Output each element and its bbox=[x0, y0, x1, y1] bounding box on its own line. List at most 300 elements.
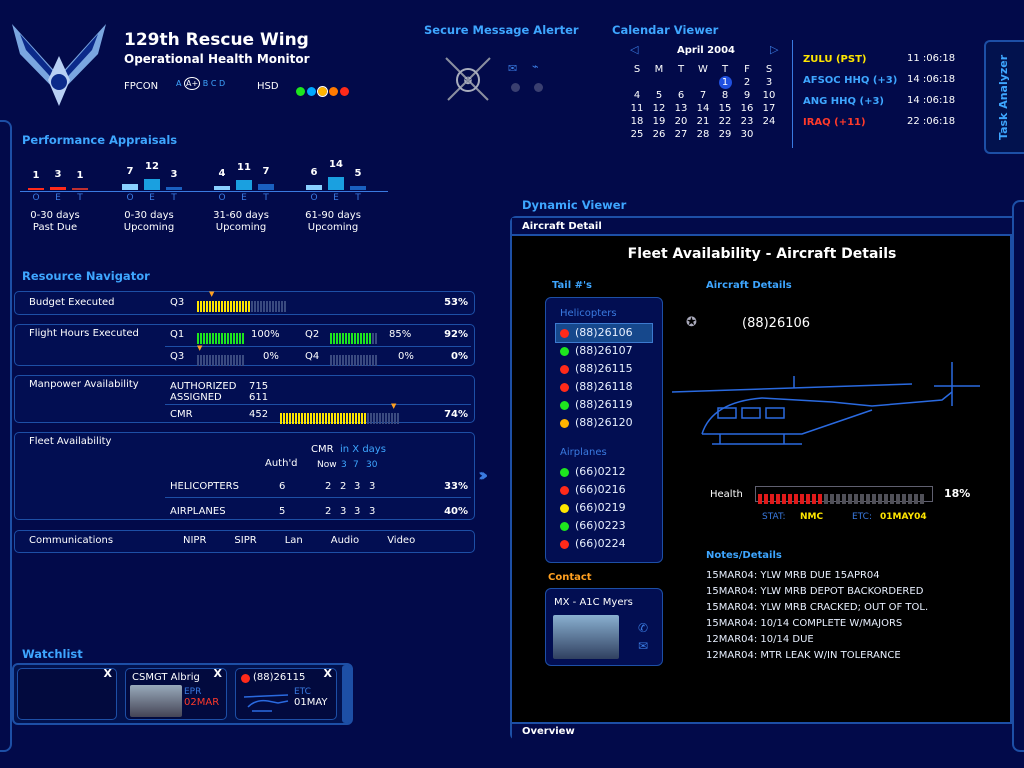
bar-segment bbox=[394, 413, 396, 424]
bar-segment bbox=[266, 301, 268, 312]
tail-number: (88)26107 bbox=[575, 344, 633, 357]
bar-segment bbox=[367, 413, 369, 424]
air-force-logo bbox=[12, 16, 106, 108]
bar-segment bbox=[331, 413, 333, 424]
note-line: 15MAR04: YLW MRB DUE 15APR04 bbox=[706, 570, 880, 581]
helicopters-heading: Helicopters bbox=[560, 308, 617, 319]
contact-card[interactable] bbox=[545, 588, 663, 666]
bar-segment bbox=[236, 333, 238, 344]
avatar bbox=[553, 615, 619, 659]
budget-panel[interactable] bbox=[14, 291, 475, 315]
bar-segment bbox=[218, 333, 220, 344]
bar-segment bbox=[352, 413, 354, 424]
bar-segment bbox=[236, 301, 238, 312]
perf-group-line1: 61-90 days bbox=[305, 210, 361, 221]
calendar-day[interactable]: 15 bbox=[718, 103, 732, 114]
bar-segment bbox=[330, 333, 332, 344]
calendar-day[interactable]: 16 bbox=[740, 103, 754, 114]
comm-label: Video bbox=[387, 535, 416, 546]
fpcon-c[interactable]: C bbox=[210, 79, 217, 88]
bar-segment bbox=[382, 413, 384, 424]
tab-overview[interactable]: Overview bbox=[512, 722, 1012, 740]
health-segment bbox=[788, 494, 792, 504]
weekday-header: T bbox=[721, 64, 729, 75]
bar-segment bbox=[375, 355, 377, 366]
health-bar bbox=[755, 486, 933, 502]
calendar-day[interactable]: 22 bbox=[718, 116, 732, 127]
bar-segment bbox=[239, 301, 241, 312]
bar-segment bbox=[224, 333, 226, 344]
perf-value: 1 bbox=[32, 170, 40, 181]
dynamic-viewer-panel[interactable] bbox=[510, 216, 1012, 740]
calendar-day[interactable]: 25 bbox=[630, 129, 644, 140]
calendar-day[interactable]: 8 bbox=[721, 90, 729, 101]
calendar-day[interactable] bbox=[626, 76, 648, 89]
note-line: 15MAR04: YLW MRB DEPOT BACKORDERED bbox=[706, 586, 924, 597]
bar-segment bbox=[336, 333, 338, 344]
bar-segment bbox=[200, 333, 202, 344]
fpcon-a-plus[interactable]: A+ bbox=[186, 79, 199, 88]
fpcon-b[interactable]: B bbox=[202, 79, 209, 88]
bar-segment bbox=[342, 333, 344, 344]
bar-segment bbox=[319, 413, 321, 424]
bar-segment bbox=[242, 333, 244, 344]
tail-item[interactable] bbox=[556, 481, 652, 499]
bar-segment bbox=[248, 301, 250, 312]
bar-segment bbox=[345, 355, 347, 366]
air-3d: 3 bbox=[340, 506, 347, 517]
target-marker-icon: ▼ bbox=[197, 344, 203, 352]
calendar-day[interactable]: 21 bbox=[696, 116, 710, 127]
air-now: 2 bbox=[325, 506, 332, 517]
bar-segment bbox=[197, 355, 199, 366]
fpcon-a[interactable]: A bbox=[176, 79, 182, 88]
perf-bar[interactable] bbox=[236, 180, 252, 190]
calendar-day[interactable]: 3 bbox=[765, 77, 773, 88]
bar-segment bbox=[254, 301, 256, 312]
performance-chart[interactable] bbox=[20, 160, 390, 240]
health-label: Health bbox=[710, 489, 743, 500]
air-auth: 5 bbox=[279, 506, 286, 517]
calendar-day[interactable]: 26 bbox=[652, 129, 666, 140]
tail-item[interactable] bbox=[556, 535, 652, 553]
bar-segment bbox=[242, 301, 244, 312]
calendar-day[interactable]: 10 bbox=[762, 90, 776, 101]
bar-segment bbox=[379, 413, 381, 424]
calendar-day[interactable]: 17 bbox=[762, 103, 776, 114]
perf-value: 7 bbox=[126, 165, 134, 177]
bar-segment bbox=[372, 333, 374, 344]
q3-bar bbox=[197, 344, 245, 370]
bar-segment bbox=[203, 333, 205, 344]
budget-bar bbox=[197, 290, 287, 316]
weekday-header: F bbox=[744, 64, 750, 75]
perf-letter: E bbox=[149, 193, 155, 203]
bar-segment bbox=[330, 355, 332, 366]
perf-letter: E bbox=[241, 193, 247, 203]
air-row-label: AIRPLANES bbox=[170, 506, 226, 517]
bar-segment bbox=[366, 333, 368, 344]
clock-time: 14 :06:18 bbox=[907, 95, 956, 106]
bar-segment bbox=[369, 355, 371, 366]
bar-segment bbox=[221, 333, 223, 344]
fpcon-selector[interactable] bbox=[176, 79, 225, 88]
flight-hours-panel[interactable] bbox=[14, 324, 475, 366]
perf-value: 11 bbox=[237, 162, 251, 174]
heli-3d: 2 bbox=[340, 481, 347, 492]
bar-segment bbox=[233, 355, 235, 366]
perf-baseline bbox=[20, 191, 388, 192]
calendar-day[interactable] bbox=[714, 76, 736, 89]
calendar-day[interactable] bbox=[758, 128, 780, 141]
tail-number: (88)26119 bbox=[575, 398, 633, 411]
calendar-day[interactable]: 19 bbox=[652, 116, 666, 127]
bar-segment bbox=[200, 301, 202, 312]
now-label: Now bbox=[317, 460, 337, 470]
calendar-day[interactable]: 7 bbox=[699, 90, 707, 101]
bar-segment bbox=[233, 333, 235, 344]
watch-tail-name: (88)26115 bbox=[253, 672, 306, 683]
calendar-day[interactable]: 23 bbox=[740, 116, 754, 127]
fleet-panel[interactable] bbox=[14, 432, 475, 520]
assigned-label: ASSIGNED bbox=[170, 392, 222, 403]
health-segment bbox=[758, 494, 762, 504]
status-dot bbox=[560, 365, 569, 374]
bar-segment bbox=[263, 301, 265, 312]
calendar-month: April 2004 bbox=[677, 45, 735, 56]
air-7d: 3 bbox=[354, 506, 361, 517]
broadcast-icon[interactable]: ⌁ bbox=[532, 60, 539, 73]
next-month-icon[interactable]: ▷ bbox=[770, 43, 779, 56]
cmr-label: CMR bbox=[170, 409, 193, 420]
watchlist-scrollbar[interactable] bbox=[342, 665, 351, 723]
heli-auth: 6 bbox=[279, 481, 286, 492]
health-segment bbox=[812, 494, 816, 504]
bar-segment bbox=[357, 333, 359, 344]
airplanes-heading: Airplanes bbox=[560, 447, 607, 458]
fpcon-d[interactable]: D bbox=[218, 79, 226, 88]
tail-item[interactable] bbox=[556, 378, 652, 396]
epr-date: 02MAR bbox=[184, 697, 220, 708]
tail-item[interactable] bbox=[556, 463, 652, 481]
health-segment bbox=[908, 494, 912, 504]
bar-segment bbox=[339, 333, 341, 344]
health-segment bbox=[866, 494, 870, 504]
bar-segment bbox=[364, 413, 366, 424]
calendar-day[interactable]: 27 bbox=[674, 129, 688, 140]
comm-item[interactable] bbox=[271, 535, 303, 546]
perf-letter: T bbox=[355, 193, 361, 203]
health-segment bbox=[782, 494, 786, 504]
calendar-day[interactable]: 18 bbox=[630, 116, 644, 127]
air-percent: 40% bbox=[444, 506, 468, 517]
tail-number: (88)26115 bbox=[575, 362, 633, 375]
health-segment bbox=[818, 494, 822, 504]
bar-segment bbox=[366, 355, 368, 366]
bar-segment bbox=[333, 333, 335, 344]
calendar-day[interactable]: 14 bbox=[696, 103, 710, 114]
perf-value: 4 bbox=[218, 168, 226, 180]
calendar-day[interactable]: 6 bbox=[677, 90, 685, 101]
q4-bar bbox=[330, 351, 378, 370]
today-marker[interactable]: 1 bbox=[719, 76, 732, 89]
bar-segment bbox=[348, 333, 350, 344]
prev-month-icon[interactable]: ◁ bbox=[630, 43, 639, 56]
comm-item[interactable] bbox=[317, 535, 359, 546]
bar-segment bbox=[345, 333, 347, 344]
bar-segment bbox=[346, 413, 348, 424]
bar-segment bbox=[349, 413, 351, 424]
task-analyzer-tab[interactable] bbox=[984, 40, 1024, 154]
etc-label: ETC: bbox=[852, 512, 872, 522]
perf-value: 1 bbox=[76, 170, 84, 181]
perf-letter: O bbox=[32, 193, 40, 203]
perf-value: 7 bbox=[262, 165, 270, 177]
weekday-header: S bbox=[765, 64, 773, 75]
helicopter-icon bbox=[672, 362, 982, 452]
perf-group-line1: 31-60 days bbox=[213, 210, 269, 221]
calendar-day[interactable]: 20 bbox=[674, 116, 688, 127]
perf-bar[interactable] bbox=[328, 177, 344, 190]
perf-group-line2: Past Due bbox=[32, 222, 78, 233]
clock-time: 14 :06:18 bbox=[907, 74, 956, 85]
tail-number: (66)0219 bbox=[575, 501, 626, 514]
stat-value: NMC bbox=[800, 512, 824, 522]
bar-segment bbox=[337, 413, 339, 424]
bar-segment bbox=[340, 413, 342, 424]
bar-segment bbox=[304, 413, 306, 424]
d7-label: 7 bbox=[353, 460, 359, 470]
tail-list[interactable] bbox=[545, 297, 663, 563]
target-marker-icon: ▼ bbox=[209, 290, 215, 298]
calendar-day[interactable] bbox=[648, 76, 670, 89]
perf-bar[interactable] bbox=[214, 186, 230, 190]
bar-segment bbox=[363, 333, 365, 344]
status-dot bbox=[560, 486, 569, 495]
watch-slot-aircraft[interactable] bbox=[235, 668, 337, 720]
comms-panel[interactable] bbox=[14, 530, 475, 553]
perf-group-line2: Upcoming bbox=[215, 222, 267, 233]
calendar-day[interactable]: 11 bbox=[630, 103, 644, 114]
heli-now: 2 bbox=[325, 481, 332, 492]
weekday-header: M bbox=[654, 64, 664, 75]
perf-bar[interactable] bbox=[166, 187, 182, 190]
authorized-label: AUTHORIZED bbox=[170, 381, 237, 392]
perf-bar[interactable] bbox=[258, 184, 274, 190]
heli-percent: 33% bbox=[444, 481, 468, 492]
tail-item[interactable] bbox=[556, 342, 652, 360]
status-dot bbox=[560, 522, 569, 531]
bar-segment bbox=[278, 301, 280, 312]
app-subtitle: Operational Health Monitor bbox=[124, 52, 310, 66]
notes-label: Notes/Details bbox=[706, 550, 782, 561]
bar-segment bbox=[233, 301, 235, 312]
status-dot bbox=[220, 536, 229, 545]
bar-segment bbox=[310, 413, 312, 424]
manpower-label: Manpower Availability bbox=[29, 379, 139, 390]
resource-title: Resource Navigator bbox=[22, 269, 150, 283]
bar-segment bbox=[203, 301, 205, 312]
performance-title: Performance Appraisals bbox=[22, 133, 178, 147]
bar-segment bbox=[357, 355, 359, 366]
calendar-day[interactable]: 5 bbox=[655, 90, 663, 101]
watchlist-title: Watchlist bbox=[22, 647, 83, 661]
comm-item[interactable] bbox=[220, 535, 256, 546]
health-segment bbox=[848, 494, 852, 504]
bar-segment bbox=[361, 413, 363, 424]
crest-icon[interactable] bbox=[440, 54, 496, 104]
dynamic-viewer-title: Dynamic Viewer bbox=[522, 198, 627, 212]
bar-segment bbox=[376, 413, 378, 424]
comms-items[interactable] bbox=[169, 535, 429, 546]
task-analyzer-label: Task Analyzer bbox=[997, 54, 1010, 140]
comm-item[interactable] bbox=[373, 535, 415, 546]
health-segment bbox=[806, 494, 810, 504]
budget-quarter: Q3 bbox=[170, 297, 185, 308]
perf-letter: T bbox=[77, 193, 83, 203]
etc-label: ETC bbox=[294, 687, 311, 697]
heli-row-label: HELICOPTERS bbox=[170, 481, 239, 492]
bar-segment bbox=[203, 355, 205, 366]
calendar-day[interactable]: 28 bbox=[696, 129, 710, 140]
perf-letter: T bbox=[263, 193, 269, 203]
perf-letter: T bbox=[171, 193, 177, 203]
tail-item[interactable] bbox=[556, 414, 652, 432]
expand-arrows-icon[interactable]: ››› bbox=[478, 465, 483, 486]
health-segment bbox=[824, 494, 828, 504]
calendar-day[interactable] bbox=[670, 76, 692, 89]
bar-segment bbox=[397, 413, 399, 424]
calendar-day[interactable]: 2 bbox=[743, 77, 751, 88]
health-segment bbox=[830, 494, 834, 504]
bar-segment bbox=[206, 301, 208, 312]
calendar-day[interactable] bbox=[692, 76, 714, 89]
bar-segment bbox=[333, 355, 335, 366]
tail-number: (66)0216 bbox=[575, 483, 626, 496]
tail-item[interactable] bbox=[556, 499, 652, 517]
bar-segment bbox=[218, 301, 220, 312]
perf-letter: E bbox=[55, 193, 61, 203]
perf-bar[interactable] bbox=[350, 186, 366, 191]
close-icon[interactable]: X bbox=[213, 667, 222, 680]
comm-item[interactable] bbox=[169, 535, 206, 546]
perf-bar[interactable] bbox=[50, 187, 66, 190]
fleet-inx-label: in X days bbox=[340, 444, 386, 455]
perf-value: 14 bbox=[329, 159, 343, 171]
hsd-indicators[interactable] bbox=[296, 81, 349, 100]
hsd-label: HSD bbox=[257, 81, 279, 92]
bar-segment bbox=[212, 301, 214, 312]
clock-zone: ANG HHQ (+3) bbox=[803, 96, 884, 107]
tail-item[interactable] bbox=[556, 396, 652, 414]
calendar-day[interactable]: 13 bbox=[674, 103, 688, 114]
cmr-bar bbox=[280, 402, 400, 428]
calendar-day[interactable]: 24 bbox=[762, 116, 776, 127]
star-icon: ✪ bbox=[686, 315, 697, 330]
calendar-day[interactable]: 12 bbox=[652, 103, 666, 114]
calendar-day[interactable]: 29 bbox=[718, 129, 732, 140]
bar-segment bbox=[215, 333, 217, 344]
fleet-cmr-label: CMR bbox=[311, 444, 334, 455]
watch-person-name: CSMGT Albrig bbox=[132, 672, 200, 683]
health-segment bbox=[890, 494, 894, 504]
bar-segment bbox=[316, 413, 318, 424]
tail-item[interactable] bbox=[556, 360, 652, 378]
etc-value: 01MAY04 bbox=[880, 512, 927, 522]
secure-message-title: Secure Message Alerter bbox=[424, 23, 579, 37]
perf-value: 12 bbox=[145, 161, 159, 173]
air-30d: 3 bbox=[369, 506, 376, 517]
bar-segment bbox=[292, 413, 294, 424]
tail-item[interactable] bbox=[556, 324, 652, 342]
health-segment bbox=[896, 494, 900, 504]
status-dot bbox=[241, 674, 250, 683]
perf-letter: O bbox=[310, 193, 318, 203]
bar-segment bbox=[343, 413, 345, 424]
bar-segment bbox=[358, 413, 360, 424]
status-dot bbox=[560, 329, 569, 338]
tail-item[interactable] bbox=[556, 517, 652, 535]
bar-segment bbox=[197, 333, 199, 344]
mail-icon[interactable]: ✉ bbox=[638, 639, 649, 653]
perf-bar[interactable] bbox=[306, 185, 322, 190]
calendar-grid[interactable] bbox=[626, 63, 780, 141]
perf-bar[interactable] bbox=[28, 188, 44, 190]
bar-segment bbox=[360, 355, 362, 366]
bar-segment bbox=[209, 355, 211, 366]
perf-bar[interactable] bbox=[72, 188, 88, 190]
contact-label: Contact bbox=[548, 572, 592, 583]
mail-icon[interactable]: ✉ bbox=[508, 62, 518, 75]
calendar-day[interactable]: 4 bbox=[633, 90, 641, 101]
bar-segment bbox=[272, 301, 274, 312]
close-icon[interactable]: X bbox=[103, 667, 112, 680]
stat-label: STAT: bbox=[762, 512, 786, 522]
watch-slot-person[interactable] bbox=[125, 668, 227, 720]
contact-name: MX - A1C Myers bbox=[554, 597, 633, 608]
perf-bar[interactable] bbox=[122, 184, 138, 190]
flight-hours-label: Flight Hours Executed bbox=[29, 328, 139, 339]
bar-segment bbox=[283, 413, 285, 424]
phone-icon[interactable]: ✆ bbox=[638, 621, 649, 635]
bar-segment bbox=[372, 355, 374, 366]
watch-slot-empty[interactable] bbox=[17, 668, 117, 720]
bar-segment bbox=[369, 333, 371, 344]
q3-value: 0% bbox=[263, 351, 279, 362]
bar-segment bbox=[227, 301, 229, 312]
tail-number: (66)0212 bbox=[575, 465, 626, 478]
comm-label: Audio bbox=[330, 535, 360, 546]
perf-value: 3 bbox=[54, 169, 62, 181]
bar-segment bbox=[354, 355, 356, 366]
mail-status-dot bbox=[511, 83, 520, 92]
bar-segment bbox=[348, 355, 350, 366]
tab-aircraft-detail[interactable]: Aircraft Detail bbox=[512, 218, 1012, 236]
close-icon[interactable]: X bbox=[323, 667, 332, 680]
manpower-panel[interactable] bbox=[14, 375, 475, 423]
perf-bar[interactable] bbox=[144, 179, 160, 190]
tail-number: (66)0223 bbox=[575, 519, 626, 532]
calendar-day[interactable]: 30 bbox=[740, 129, 754, 140]
status-dot bbox=[317, 536, 326, 545]
calendar-day[interactable]: 9 bbox=[743, 90, 751, 101]
health-segment bbox=[872, 494, 876, 504]
clock-zone: ZULU (PST) bbox=[803, 54, 867, 65]
bar-segment bbox=[215, 301, 217, 312]
bar-segment bbox=[363, 355, 365, 366]
bar-segment bbox=[328, 413, 330, 424]
bar-segment bbox=[275, 301, 277, 312]
